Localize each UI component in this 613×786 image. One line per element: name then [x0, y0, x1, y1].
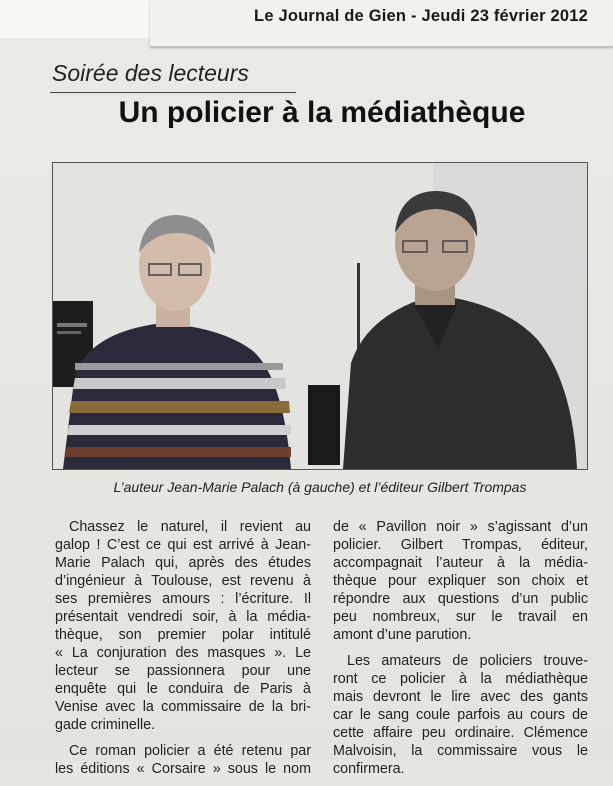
text-line: car le sang coule parfois au cours de — [333, 707, 588, 723]
text-line: lecteur se passionnera pour une — [55, 663, 311, 679]
text-line: les éditions « Corsaire » sous le nom — [55, 761, 311, 777]
text-line: galop ! C’est ce qui est arrivé à Jean- — [55, 537, 311, 553]
text-line: Marie Palach qui, après des études — [55, 555, 311, 571]
paragraph — [55, 742, 311, 778]
paragraph — [333, 652, 588, 778]
text-line: thèque, son premier polar intitulé — [55, 627, 311, 643]
kicker: Soirée des lecteurs — [52, 60, 249, 86]
article-photo — [52, 162, 588, 470]
text-line: mais devront le lire avec des gants — [333, 689, 588, 705]
text-line: Chassez le naturel, il revient au — [69, 519, 311, 535]
paragraph — [55, 518, 311, 734]
article-column-left — [55, 518, 311, 786]
paragraph — [333, 518, 588, 644]
photo-caption: L’auteur Jean-Marie Palach (à gauche) et l’éditeur Gilbert Trompas — [113, 479, 527, 495]
text-line: enquête qui le conduira de Paris à — [55, 681, 311, 697]
text-line: ses premières amours : l’écriture. Il — [55, 591, 311, 607]
kicker-underline — [50, 92, 296, 93]
text-line: Ce roman policier a été retenu par — [69, 743, 311, 759]
text-line: accompagnait l’auteur à la média- — [333, 555, 588, 571]
text-line: ront ce policier à la médiathèque — [333, 671, 588, 687]
text-line: policier. Gilbert Trompas, éditeur, — [333, 537, 588, 553]
text-line: thèque pour expliquer son choix et — [333, 573, 588, 589]
text-line: cette affaire peu ordinaire. Clémence — [333, 725, 588, 741]
article-column-right — [333, 518, 588, 786]
text-line: confirmera. — [333, 761, 405, 777]
text-line: présentait vendredi soir, à la média- — [55, 609, 311, 625]
page-margin — [0, 0, 150, 38]
photo-illustration — [53, 163, 587, 469]
text-line: Les amateurs de policiers trouve- — [347, 653, 588, 669]
masthead: Le Journal de Gien - Jeudi 23 février 2012 — [254, 7, 588, 25]
text-line: de « Pavillon noir » s’agissant d’un — [333, 519, 588, 535]
text-line: peu nombreux, sur le travail en — [333, 609, 588, 625]
text-line: d’ingénieur à Toulouse, est revenu à — [55, 573, 311, 589]
headline: Un policier à la médiathèque — [118, 96, 526, 129]
text-line: Malvoisin, la commissaire vous le — [333, 743, 588, 759]
text-line: gade criminelle. — [55, 717, 156, 733]
text-line: amont d’une parution. — [333, 627, 472, 643]
text-line: « La conjuration des masques ». Le — [55, 645, 311, 661]
text-line: répondre aux questions d’un public — [333, 591, 588, 607]
text-line: Venise avec la commissaire de la bri- — [55, 699, 311, 715]
